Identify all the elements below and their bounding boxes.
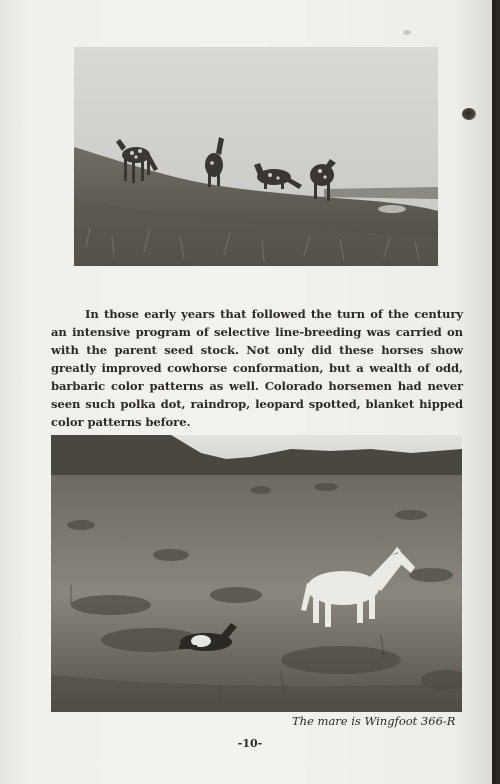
- paper-stain: [403, 30, 411, 35]
- page-number: -10-: [237, 737, 263, 750]
- distant-rock: [378, 205, 406, 213]
- photo-mare-and-foal: [51, 435, 462, 712]
- photo-caption: The mare is Wingfoot 366-R: [292, 714, 456, 728]
- distant-plain: [324, 187, 438, 199]
- page-edge-shadow: [492, 0, 496, 784]
- photo-mare-and-foal-image: [51, 435, 462, 712]
- photo-horses-grazing: [74, 47, 438, 266]
- binding-hole: [462, 108, 476, 120]
- photo-horses-grazing-image: [74, 47, 438, 266]
- body-paragraph: In those early years that followed the turn of the century an intensive program of selective line-breeding was carried on with the parent seed stock. Not only did these horses show greatly improved cowhorse conformation, but a wealth of odd, barbaric color patterns as well. Colorado horsemen had never seen such polka dot, raindrop, leopard spotted, blanket hipped color patterns before.: [51, 307, 463, 429]
